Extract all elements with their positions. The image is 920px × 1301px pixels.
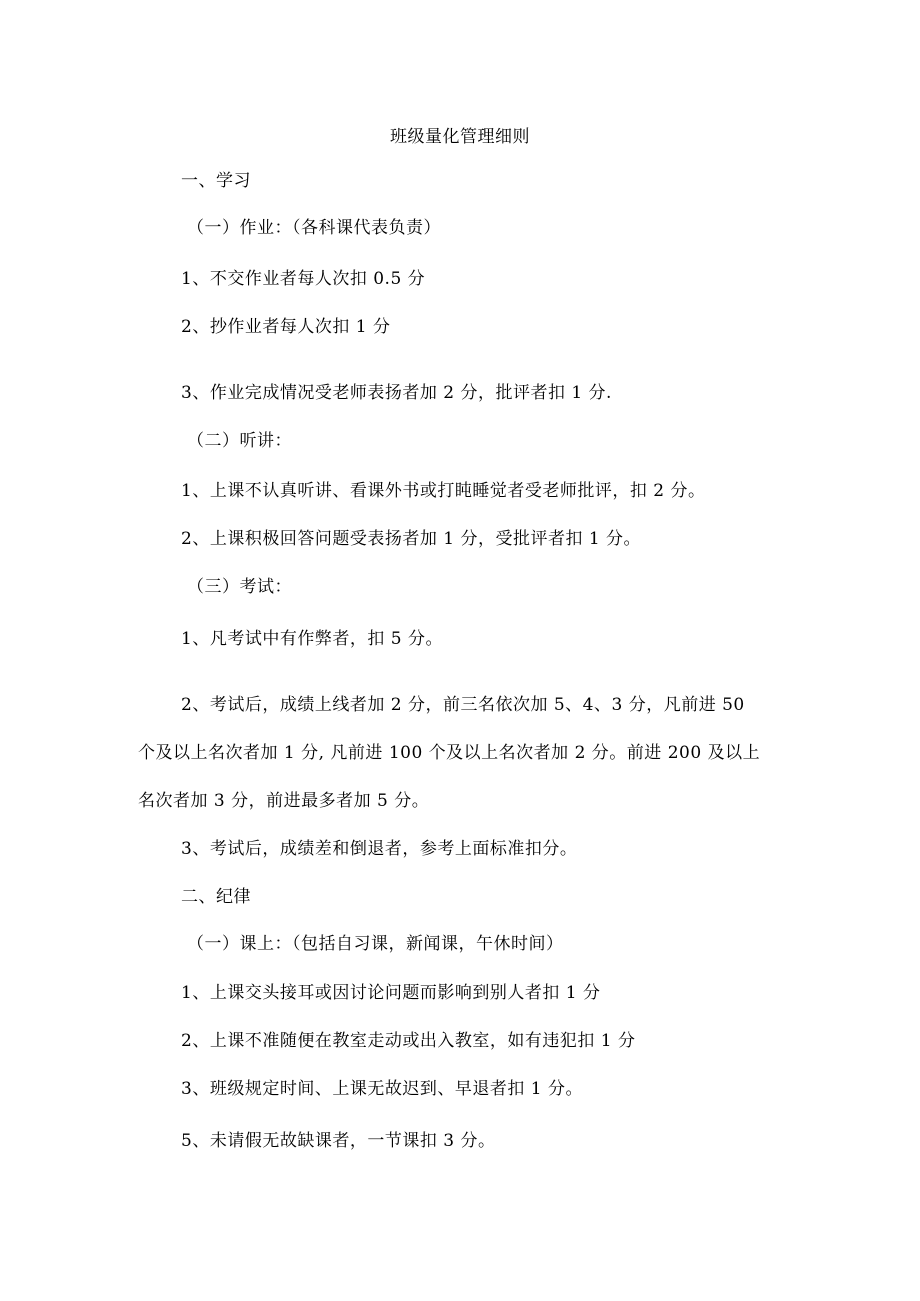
section-heading-discipline: 二、纪律 (181, 887, 251, 907)
rule-item: 3、作业完成情况受老师表扬者加 2 分，批评者扣 1 分. (181, 383, 612, 403)
rule-item: 5、未请假无故缺课者，一节课扣 3 分。 (181, 1131, 496, 1151)
subsection-heading-listening: （二）听讲： (187, 431, 292, 451)
rule-item: 1、上课不认真听讲、看课外书或打盹睡觉者受老师批评，扣 2 分。 (181, 481, 706, 501)
rule-item: 2、考试后，成绩上线者加 2 分，前三名依次加 5、4、3 分，凡前进 50 (181, 695, 745, 715)
rule-item-continuation: 个及以上名次者加 1 分, 凡前进 100 个及以上名次者加 2 分。前进 200 及以上 (138, 743, 761, 763)
section-heading-study: 一、学习 (181, 171, 251, 191)
document-title: 班级量化管理细则 (390, 127, 530, 147)
rule-item: 1、不交作业者每人次扣 0.5 分 (181, 269, 426, 289)
rule-item-continuation: 名次者加 3 分，前进最多者加 5 分。 (138, 791, 430, 811)
rule-item: 2、上课不准随便在教室走动或出入教室，如有违犯扣 1 分 (181, 1031, 636, 1051)
rule-item: 1、凡考试中有作弊者，扣 5 分。 (181, 629, 443, 649)
rule-item: 2、抄作业者每人次扣 1 分 (181, 317, 391, 337)
rule-item: 3、考试后，成绩差和倒退者，参考上面标准扣分。 (181, 839, 578, 859)
subsection-heading-homework: （一）作业：（各科课代表负责） (187, 218, 441, 238)
rule-item: 3、班级规定时间、上课无故迟到、早退者扣 1 分。 (181, 1079, 583, 1099)
subsection-heading-class: （一）课上：（包括自习课，新闻课，午休时间） (187, 934, 564, 954)
subsection-heading-exam: （三）考试： (187, 577, 292, 597)
rule-item: 1、上课交头接耳或因讨论问题而影响到别人者扣 1 分 (181, 983, 601, 1003)
rule-item: 2、上课积极回答问题受表扬者加 1 分，受批评者扣 1 分。 (181, 529, 642, 549)
